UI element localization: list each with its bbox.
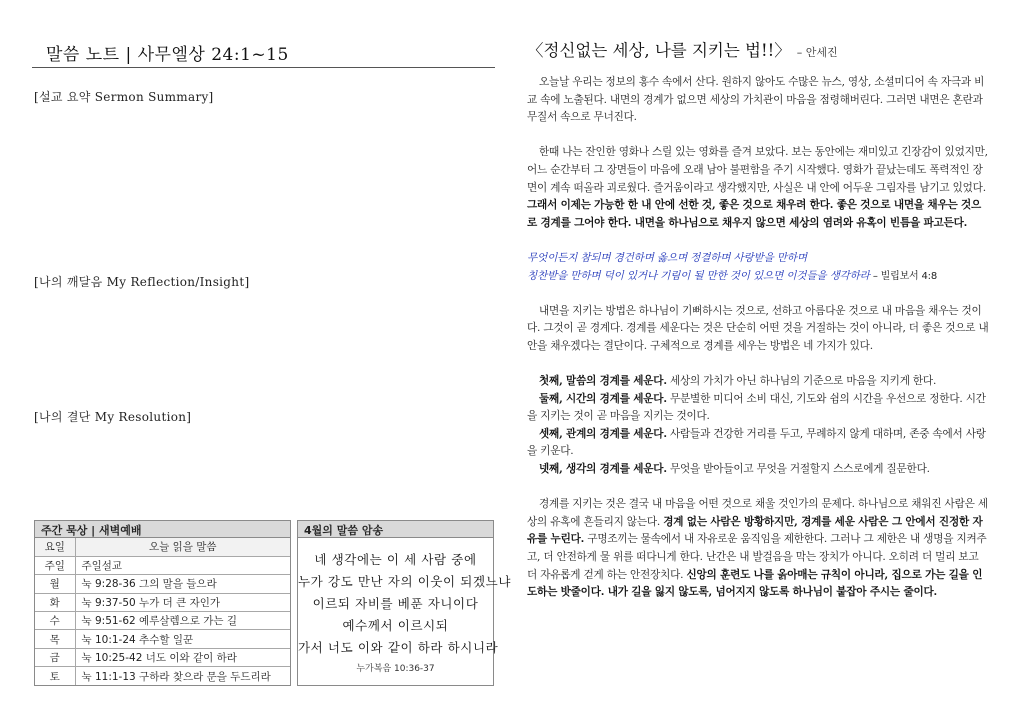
- verse-line: 네 생각에는 이 세 사람 중에: [314, 552, 477, 567]
- day-cell: 수: [35, 612, 75, 630]
- boundary-point: [527, 426, 989, 461]
- reading-cell: 눅 10:25-42 너도 이와 같이 하라: [75, 648, 290, 666]
- boundary-point: [527, 373, 989, 391]
- point-heading: 셋째, 관계의 경계를 세운다.: [539, 427, 667, 440]
- boundary-point: [527, 391, 989, 426]
- weekly-meditation-header: 주간 묵상 | 새벽예배: [35, 521, 290, 538]
- point-heading: 둘째, 시간의 경계를 세운다.: [539, 392, 667, 405]
- table-header-row: [35, 538, 290, 556]
- table-row: [35, 612, 290, 630]
- scripture-reference: – 빌립보서 4:8: [872, 270, 937, 282]
- day-cell: 토: [35, 667, 75, 685]
- point-text: 세상의 가치가 아닌 하나님의 기준으로 마음을 지키게 한다.: [666, 375, 937, 388]
- memory-verse-header: 4월의 말씀 암송: [298, 521, 493, 538]
- memory-verse-box: [297, 520, 511, 686]
- paragraph: [527, 496, 989, 602]
- note-title: 말씀 노트 | 사무엘상 24:1~15: [46, 45, 289, 65]
- reading-cell: 눅 9:28-36 그의 말을 들으라: [75, 575, 290, 593]
- sermon-summary-label: [설교 요약 Sermon Summary]: [34, 90, 214, 104]
- table-row: [35, 556, 290, 574]
- table-row: [35, 667, 290, 685]
- paragraph-text: 한때 나는 잔인한 영화나 스릴 있는 영화를 즐겨 보았다. 보는 동안에는 재미있고 긴장감이 있었지만, 어느 순간부터 그 장면들이 마음에 오래 남아 불편함을 주기 시작했다. 영화가 끝났는데도 폭력적인 장면이 계속 떠올라 괴로웠다. 즐거움이라고 생각했지만, 사실은 내 안에 어두운 그림자를 남기고 있었다.: [527, 146, 988, 194]
- table-row: [35, 648, 290, 666]
- title-divider: [32, 67, 495, 68]
- verse-line: 이르되 자비를 베푼 자니이다: [312, 596, 479, 611]
- table-row: [35, 575, 290, 593]
- day-column-header: 요일: [35, 538, 75, 556]
- paragraph: 내면을 지키는 방법은 하나님이 기뻐하시는 것으로, 선하고 아름다운 것으로 내 마음을 채우는 것이다. 그것이 곧 경계다. 경계를 세운다는 것은 단순히 어떤 것을 거절하는 것이 아니라, 더 좋은 것으로 내 안을 채우겠다는 결단이다. 구체적으로 경계를 세우는 방법은 네 가지가 있다.: [527, 304, 989, 352]
- scripture-quote: [527, 250, 989, 285]
- day-cell: 금: [35, 648, 75, 666]
- paragraph-text: 구명조끼는 물속에서 내 자유로운 움직임을 제한한다. 그러나 그 제한은 내 생명을 지켜주고, 더 안전하게 물 위를 떠다니게 한다. 난간은 내 발걸음을 막는 장치가 아니다. 오히려 더 멀리 보고 더 자유롭게 걷게 하는 안전장치다.: [527, 533, 987, 581]
- weekly-reading-table: [35, 538, 290, 685]
- verse-line: 예수께서 이르시되: [342, 618, 449, 633]
- essay-author: – 안세진: [796, 46, 838, 59]
- day-cell: 주일: [35, 556, 75, 574]
- point-heading: 첫째, 말씀의 경계를 세운다.: [539, 375, 667, 388]
- reading-cell: 주일설교: [75, 556, 290, 574]
- reflection-label: [나의 깨달음 My Reflection/Insight]: [34, 275, 250, 289]
- emphasis-text: 그래서 이제는 가능한 한 내 안에 선한 것, 좋은 것으로 채우려 한다. 좋은 것으로 내면을 채우는 것으로 경계를 그어야 한다. 내면을 하나님으로 채우지 않으면 세상의 염려와 유혹이 빈틈을 파고든다.: [527, 199, 982, 229]
- verse-line: 가서 너도 이와 같이 하라 하시니라: [298, 640, 499, 655]
- scripture-line: 칭찬받을 만하며 덕이 있거나 기림이 될 만한 것이 있으면 이것들을 생각하라: [527, 269, 870, 282]
- essay-column: [527, 0, 997, 724]
- reading-cell: 눅 9:37-50 누가 더 큰 자인가: [75, 593, 290, 611]
- reading-cell: 눅 10:1-24 추수할 일꾼: [75, 630, 290, 648]
- essay-title-text: 〈정신없는 세상, 나를 지키는 법!!〉: [527, 41, 791, 60]
- point-text: 무엇을 받아들이고 무엇을 거절할지 스스로에게 질문한다.: [666, 463, 930, 476]
- day-cell: 목: [35, 630, 75, 648]
- weekly-meditation-box: [34, 520, 291, 686]
- table-row: [35, 593, 290, 611]
- paragraph: [527, 144, 989, 232]
- boundary-point: [527, 461, 989, 479]
- table-row: [35, 630, 290, 648]
- memory-verse-reference: 누가복음 10:36-37: [356, 664, 435, 674]
- day-cell: 월: [35, 575, 75, 593]
- essay-body: [527, 74, 989, 602]
- memory-verse-text: [298, 538, 511, 674]
- reading-column-header: 오늘 읽을 말씀: [75, 538, 290, 556]
- scripture-line: 무엇이든지 참되며 경건하며 옳으며 정결하며 사랑받을 만하며: [527, 251, 807, 264]
- point-text: 사람들과 건강한 거리를 두고, 무례하지 않게 대하며, 존중 속에서 사랑을 키운다.: [527, 427, 986, 458]
- paragraph: 오늘날 우리는 정보의 홍수 속에서 산다. 원하지 않아도 수많은 뉴스, 영상, 소셜미디어 속 자극과 비교 속에 노출된다. 내면의 경계가 없으면 세상의 가치관이 마음을 점령해버린다. 그러면 내면은 혼란과 무질서 속으로 무너진다.: [527, 76, 985, 124]
- resolution-label: [나의 결단 My Resolution]: [34, 410, 192, 424]
- verse-line: 누가 강도 만난 자의 이웃이 되겠느냐: [298, 574, 511, 589]
- point-heading: 넷째, 생각의 경계를 세운다.: [539, 463, 667, 476]
- emphasis-text: 신앙의 훈련도 나를 옭아매는 규칙이 아니라, 집으로 가는 길을 인도하는 밧줄이다. 내가 길을 잃지 않도록, 넘어지지 않도록 하나님이 붙잡아 주시는 줄이다.: [527, 568, 983, 599]
- paragraph-text: 경계를 지키는 것은 결국 내 마음을 어떤 것으로 채울 것인가의 문제다. 하나님으로 채워진 사람은 세상의 유혹에 흔들리지 않는다.: [527, 498, 988, 528]
- essay-title: [527, 37, 838, 61]
- reading-cell: 눅 9:51-62 예루살렘으로 가는 길: [75, 612, 290, 630]
- emphasis-text: 경계 없는 사람은 방황하지만, 경계를 세운 사람은 그 안에서 진정한 자유를 누린다.: [527, 515, 983, 546]
- day-cell: 화: [35, 593, 75, 611]
- reading-cell: 눅 11:1-13 구하라 찾으라 문을 두드리라: [81, 670, 271, 683]
- sermon-note-column: [32, 0, 511, 724]
- point-text: 무분별한 미디어 소비 대신, 기도와 쉼의 시간을 우선으로 정한다. 시간을 지키는 것이 곧 마음을 지키는 것이다.: [527, 392, 986, 423]
